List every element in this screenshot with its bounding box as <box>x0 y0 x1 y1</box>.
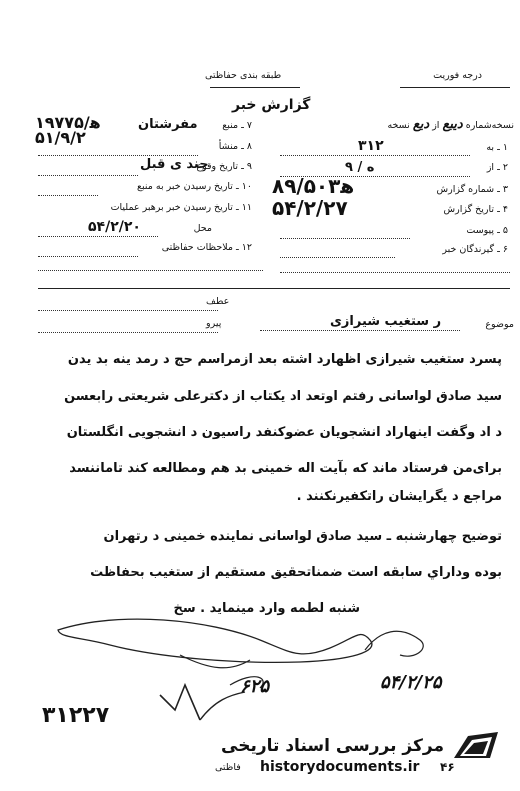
field9-label: ۹ ـ تاریخ وقوع <box>196 161 252 172</box>
field4-value: ۵۴/۲/۲۷ <box>272 196 348 220</box>
field6-dots-2 <box>280 272 510 273</box>
classification-label: طبقه بندی حفاظتی <box>205 70 282 81</box>
handwritten-date: ۵۴/۲/۲۵ <box>380 672 442 693</box>
field5-label: ۵ ـ پیوست <box>466 225 508 236</box>
field12-dots-2 <box>38 270 263 271</box>
copy-number-line <box>387 117 514 132</box>
subject-label: موضوع <box>485 319 514 330</box>
field3-value: ﻫ۸۹/۵۰۳ <box>272 174 355 198</box>
field7-value: مفرشتان <box>138 117 198 132</box>
note-line-1: توضیح چهارشنبه ـ سید صادق لواسانی نماینده خمینی د رتهران <box>103 529 502 544</box>
priority-label: درجه فوریت <box>433 70 482 81</box>
archive-logo-icon <box>450 728 502 768</box>
note-line-3: شنبه لطمه وارد مینماید . سخ <box>173 601 360 616</box>
copy-total-value: دیع <box>412 117 430 132</box>
footer-text: فاظتی <box>215 762 241 773</box>
body-line-2: سید صادق لواسانی رفتم اوتعد اد یکتاب از دکترعلی شریعتی رابعسن <box>64 389 502 404</box>
handwritten-number-mid: ۶۲۵ <box>240 676 270 697</box>
header-rule-right <box>400 87 510 88</box>
field1-dots <box>280 155 470 156</box>
field2-label: ۲ ـ از <box>486 162 508 173</box>
reference-pirou-dots <box>38 332 218 333</box>
field1-value: ۳۱۲ <box>358 138 384 154</box>
note-line-2: بوده وداراي سابقه است ضمناتحقیق مستقیم از ستغیب بحفاظت <box>90 565 502 580</box>
copy-number-value: دیبع <box>442 117 463 132</box>
subject-dots <box>260 330 460 331</box>
copy-number-label: نسخه‌شماره <box>465 120 514 131</box>
field6-dots <box>280 257 395 258</box>
header-rule-center <box>210 87 300 88</box>
field6-label: ۶ ـ گیرندگان خبر <box>442 244 508 255</box>
place-dots <box>38 236 158 237</box>
field1-label: ۱ ـ به <box>486 142 508 153</box>
place-label: محل <box>193 223 212 234</box>
reference-pirou-label: پیرو <box>206 318 222 329</box>
field8-dots <box>38 155 198 156</box>
body-line-3: د اد وگفت اینهاراد انشجویان عضوکنفد راسیون د انشجویی انگلستان <box>66 425 502 440</box>
body-line-5: مراجع د یگرایشان راتکفیرنکنند . <box>296 489 502 504</box>
field10-label: ۱۰ ـ تاریخ رسیدن خبر به منبع <box>137 181 252 192</box>
field2-value: ۹ / ه <box>345 160 375 175</box>
field9-value: چند ی قبل <box>140 157 209 172</box>
reference-atf-dots <box>38 310 218 311</box>
place-value: ۵۴/۲/۲۰ <box>88 219 141 235</box>
subject-value: ر ستغیب شیرازی <box>330 314 442 329</box>
field3-label: ۳ ـ شماره گزارش <box>436 184 508 195</box>
field5-dots <box>280 238 410 239</box>
field8-label: ۸ ـ منشأ <box>218 141 252 152</box>
field11-label: ۱۱ ـ تاریخ رسیدن خبر برهبر عملیات <box>110 202 252 213</box>
field10-dots <box>38 195 98 196</box>
copy-unit-label: نسخه <box>387 120 410 131</box>
field7-label: ۷ ـ منبع <box>222 120 252 131</box>
watermark-title: مرکز بررسی اسناد تاریخی <box>221 736 444 756</box>
field12-label: ۱۲ ـ ملاحظات حفاظتی <box>161 242 252 253</box>
field12-dots <box>38 256 138 257</box>
body-line-1: پسرد ستغیب شیرازی اظهارد اشته بعد ازمراسم حج د رمد ینه بد یدن <box>67 352 502 367</box>
body-line-4: برای‌من فرستاد ماند که بآیت اله خمینی بد هم ومطالعه کند تاماننسد <box>69 461 502 476</box>
field7-code: ۱ﻫ/۹۷۷۵ <box>35 113 101 132</box>
form-title: گزارش خبر <box>232 97 311 113</box>
section-rule <box>38 288 510 289</box>
copy-from-label: از <box>432 120 440 131</box>
field4-label: ۴ ـ تاریخ گزارش <box>443 204 508 215</box>
footer-number: ۴۶ <box>440 760 455 774</box>
field9-dots <box>38 175 138 176</box>
file-number: ۳۱۲۲۷ <box>42 703 110 728</box>
field7-date: ۵۱/۹/۲ <box>35 128 86 147</box>
archive-logo <box>450 728 502 768</box>
watermark-url: historydocuments.ir <box>260 759 420 775</box>
reference-atf-label: عطف <box>206 296 230 307</box>
